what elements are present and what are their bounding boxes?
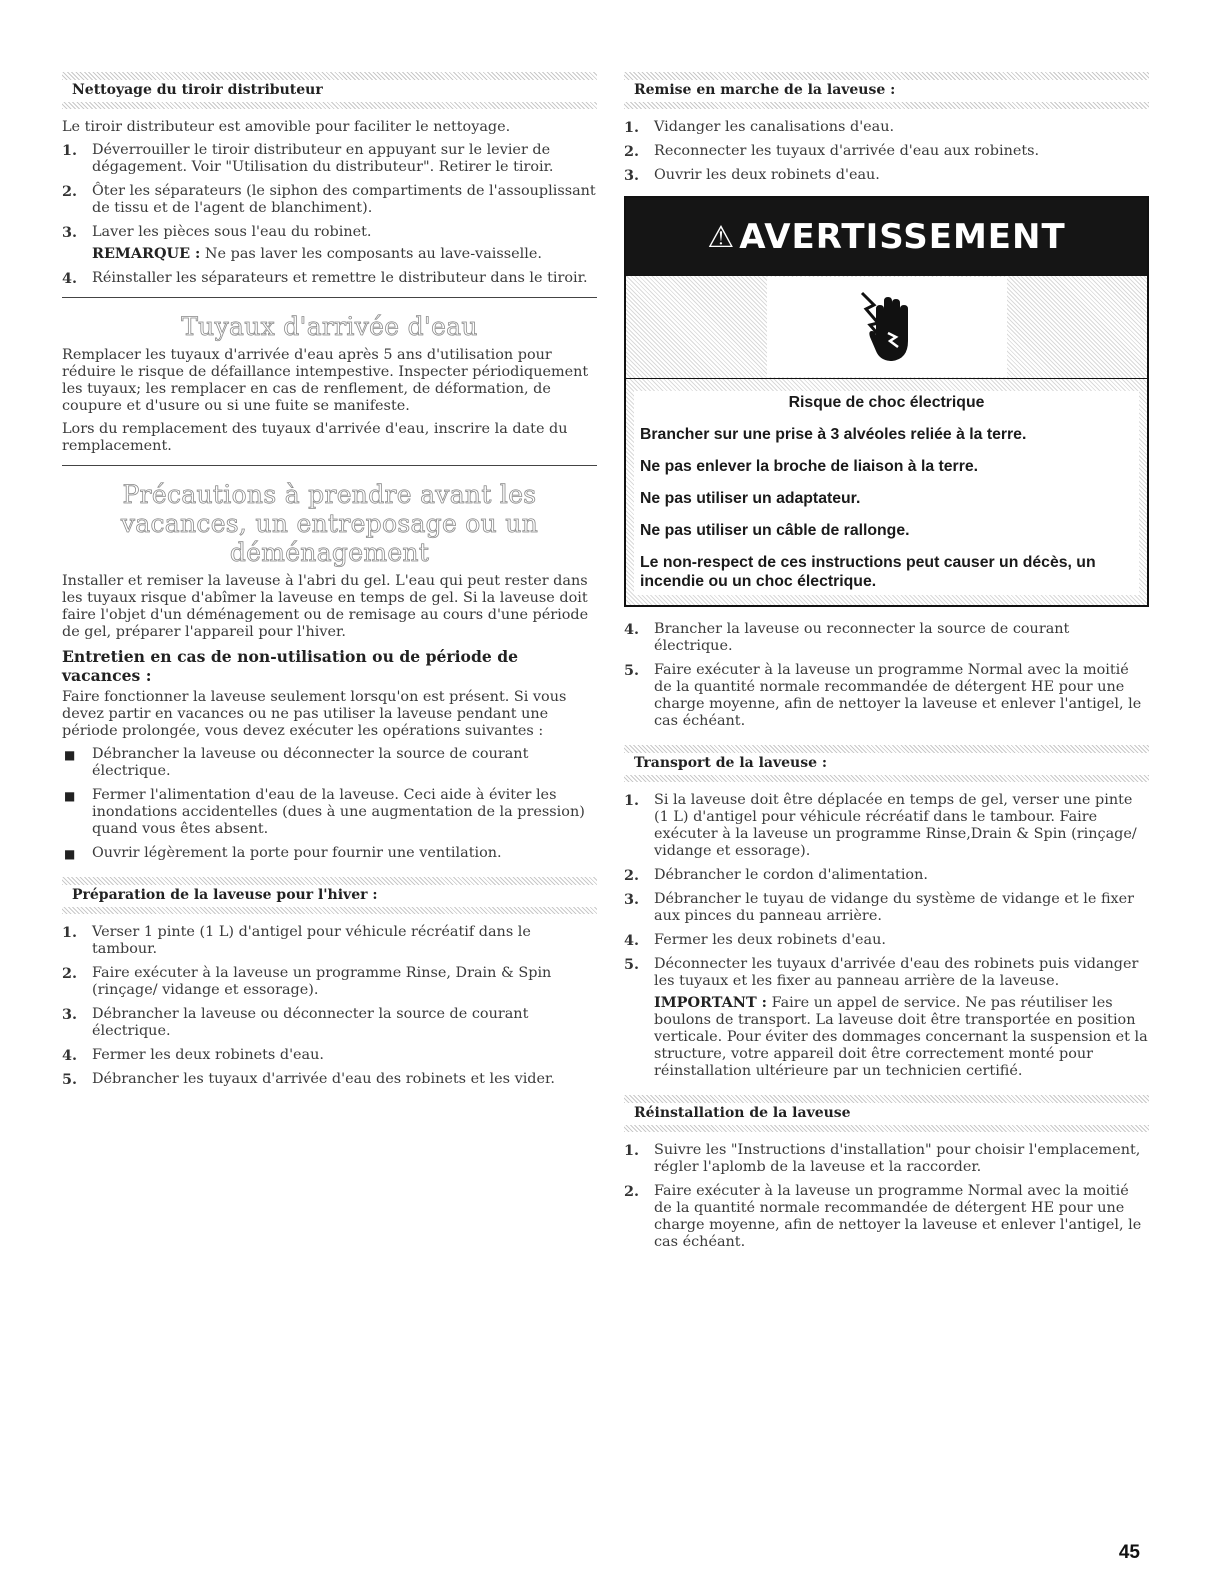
subhead-band bbox=[624, 72, 1149, 80]
non-use-subheading: Entretien en cas de non-utilisation ou de période de vacances : bbox=[62, 647, 519, 685]
list-item bbox=[62, 224, 597, 263]
step-text: Ôter les séparateurs (le siphon des compartiments de l'assouplissant de tissu et de l'agent de blanchiment). bbox=[92, 183, 596, 216]
square-bullet-icon: ■ bbox=[64, 847, 76, 861]
note bbox=[92, 245, 597, 263]
warning-line: Brancher sur une prise à 3 alvéoles reliée à la terre. bbox=[640, 426, 1027, 443]
warning-icon-zone bbox=[626, 276, 1147, 379]
step-number: 5. bbox=[62, 1071, 78, 1088]
section-divider bbox=[62, 297, 597, 298]
step-number: 4. bbox=[62, 270, 78, 287]
left-column bbox=[62, 72, 597, 1095]
restart-steps bbox=[624, 119, 1149, 184]
bullet-text: Fermer l'alimentation d'eau de la laveuse. Ceci aide à éviter les inondations accidentelles (dues à une augmentation de la pression) quand vous êtes absent. bbox=[92, 787, 585, 837]
step-text: Débrancher la laveuse ou déconnecter la source de courant électrique. bbox=[92, 1006, 529, 1039]
bullet-text: Ouvrir légèrement la porte pour fournir une ventilation. bbox=[92, 845, 502, 861]
list-item bbox=[624, 143, 1149, 160]
list-item bbox=[62, 845, 597, 862]
step-text: Faire exécuter à la laveuse un programme Normal avec la moitié de la quantité normale recommandée de détergent HE pour une charge moyenne, afin de nettoyer la laveuse et enlever l'antigel, le cas échéant. bbox=[654, 662, 1142, 729]
step-number: 4. bbox=[624, 932, 640, 949]
list-item bbox=[62, 965, 597, 999]
square-bullet-icon: ■ bbox=[64, 748, 76, 762]
warning-title: AVERTISSEMENT bbox=[739, 217, 1066, 257]
list-item bbox=[624, 792, 1149, 860]
list-item bbox=[624, 167, 1149, 184]
dispenser-intro: Le tiroir distributeur est amovible pour faciliter le nettoyage. bbox=[62, 119, 511, 135]
step-text: Débrancher le tuyau de vidange du système de vidange et le fixer aux pinces du panneau arrière. bbox=[654, 891, 1135, 924]
right-column bbox=[624, 72, 1149, 1258]
subhead-band bbox=[624, 775, 1149, 782]
list-item bbox=[624, 867, 1149, 884]
page-number: 45 bbox=[1118, 1542, 1140, 1563]
step-number: 2. bbox=[62, 183, 78, 200]
warning-text-zone bbox=[626, 379, 1147, 605]
winterize-steps bbox=[62, 924, 597, 1088]
step-number: 5. bbox=[624, 662, 640, 679]
step-number: 3. bbox=[62, 224, 78, 241]
subhead-band bbox=[62, 907, 597, 914]
subhead-band bbox=[624, 1095, 1149, 1103]
list-item bbox=[62, 1071, 597, 1088]
subhead-band bbox=[62, 102, 597, 109]
warning-line: Ne pas enlever la broche de liaison à la terre. bbox=[640, 458, 979, 475]
reinstall-steps bbox=[624, 1142, 1149, 1251]
note bbox=[654, 994, 1149, 1080]
icon-frame bbox=[767, 277, 1007, 377]
restart-steps-continued bbox=[624, 621, 1149, 730]
step-number: 4. bbox=[624, 621, 640, 638]
step-number: 2. bbox=[624, 143, 640, 160]
list-item bbox=[624, 1183, 1149, 1251]
step-text: Suivre les "Instructions d'installation" pour choisir l'emplacement, régler l'aplomb de la laveuse et la raccorder. bbox=[654, 1142, 1141, 1175]
step-text: Ouvrir les deux robinets d'eau. bbox=[654, 167, 880, 183]
transport-steps bbox=[624, 792, 1149, 1080]
transport-heading: Transport de la laveuse : bbox=[634, 755, 828, 771]
hoses-section-title: Tuyaux d'arrivée d'eau bbox=[181, 312, 478, 341]
step-text: Déconnecter les tuyaux d'arrivée d'eau des robinets puis vidanger les tuyaux et les fixer au panneau arrière de la laveuse. bbox=[654, 956, 1139, 989]
step-number: 4. bbox=[62, 1047, 78, 1064]
step-number: 2. bbox=[624, 1183, 640, 1200]
subhead-band bbox=[624, 745, 1149, 753]
step-number: 1. bbox=[624, 792, 640, 809]
warning-box bbox=[624, 196, 1149, 607]
list-item bbox=[62, 787, 597, 838]
list-item bbox=[624, 621, 1149, 655]
warning-triangle-icon: ⚠ bbox=[707, 219, 736, 255]
step-number: 3. bbox=[624, 167, 640, 184]
list-item bbox=[62, 924, 597, 958]
bullet-text: Débrancher la laveuse ou déconnecter la source de courant électrique. bbox=[92, 746, 529, 779]
step-text: Déverrouiller le tiroir distributeur en appuyant sur le levier de dégagement. Voir "Utilisation du distributeur". Retirer le tiroir. bbox=[92, 142, 554, 175]
list-item bbox=[624, 119, 1149, 136]
list-item bbox=[62, 183, 597, 217]
hoses-paragraph-1: Remplacer les tuyaux d'arrivée d'eau après 5 ans d'utilisation pour réduire le risque de défaillance intempestive. Inspecter périodiquement les tuyaux; les remplacer en cas de renflement, de déformation, de coupure et d'usure ou si une fuite se manifeste. bbox=[62, 347, 589, 414]
warning-risk-title: Risque de choc électrique bbox=[788, 394, 985, 411]
step-text: Réinstaller les séparateurs et remettre le distributeur dans le tiroir. bbox=[92, 270, 588, 286]
step-number: 5. bbox=[624, 956, 640, 973]
step-number: 3. bbox=[624, 891, 640, 908]
step-number: 1. bbox=[62, 142, 78, 159]
square-bullet-icon: ■ bbox=[64, 789, 76, 803]
step-text: Brancher la laveuse ou reconnecter la source de courant électrique. bbox=[654, 621, 1070, 654]
subhead-band bbox=[624, 102, 1149, 109]
step-text: Faire exécuter à la laveuse un programme Normal avec la moitié de la quantité normale recommandée de détergent HE pour une charge moyenne, afin de nettoyer la laveuse et enlever l'antigel, le cas échéant. bbox=[654, 1183, 1142, 1250]
vacation-paragraph-2: Faire fonctionner la laveuse seulement lorsqu'on est présent. Si vous devez partir en vacances ou ne pas utiliser la laveuse pendant une période prolongée, vous devez exécuter les opérations suivantes : bbox=[62, 689, 567, 739]
subhead-band bbox=[624, 1125, 1149, 1132]
step-number: 1. bbox=[624, 119, 640, 136]
reinstall-heading: Réinstallation de la laveuse bbox=[634, 1105, 851, 1121]
list-item bbox=[624, 932, 1149, 949]
step-text: Débrancher le cordon d'alimentation. bbox=[654, 867, 928, 883]
step-number: 3. bbox=[62, 1006, 78, 1023]
step-text: Fermer les deux robinets d'eau. bbox=[92, 1047, 324, 1063]
subhead-band bbox=[62, 877, 597, 885]
section-divider bbox=[62, 465, 597, 466]
note-label: REMARQUE : bbox=[92, 245, 201, 262]
step-text: Si la laveuse doit être déplacée en temps de gel, verser une pinte (1 L) d'antigel pour véhicule récréatif dans le tambour. Faire exécuter à la laveuse un programme Rinse,Drain & Spin (rinçage/ vidange et essorage). bbox=[654, 792, 1137, 859]
step-text: Laver les pièces sous l'eau du robinet. bbox=[92, 224, 372, 240]
step-text: Débrancher les tuyaux d'arrivée d'eau des robinets et les vider. bbox=[92, 1071, 555, 1087]
warning-header bbox=[626, 198, 1147, 276]
warning-line: Ne pas utiliser un câble de rallonge. bbox=[640, 522, 910, 539]
step-number: 2. bbox=[624, 867, 640, 884]
list-item bbox=[624, 1142, 1149, 1176]
list-item bbox=[62, 270, 597, 287]
step-text: Reconnecter les tuyaux d'arrivée d'eau aux robinets. bbox=[654, 143, 1040, 159]
winterize-heading: Préparation de la laveuse pour l'hiver : bbox=[72, 887, 378, 903]
step-number: 2. bbox=[62, 965, 78, 982]
warning-line: Le non-respect de ces instructions peut causer un décès, un incendie ou un choc électrique. bbox=[640, 554, 1096, 590]
step-number: 1. bbox=[62, 924, 78, 941]
warning-messages bbox=[634, 391, 1139, 595]
note-label: IMPORTANT : bbox=[654, 994, 767, 1011]
dispenser-steps bbox=[62, 142, 597, 287]
step-text: Faire exécuter à la laveuse un programme Rinse, Drain & Spin (rinçage/ vidange et essorage). bbox=[92, 965, 552, 998]
list-item bbox=[62, 746, 597, 780]
hoses-paragraph-2: Lors du remplacement des tuyaux d'arrivée d'eau, inscrire la date du remplacement. bbox=[62, 421, 568, 454]
step-text: Fermer les deux robinets d'eau. bbox=[654, 932, 886, 948]
list-item bbox=[62, 1006, 597, 1040]
dispenser-cleaning-heading: Nettoyage du tiroir distributeur bbox=[72, 82, 323, 98]
vacation-section-title: Précautions à prendre avant les vacances, un entreposage ou un déménagement bbox=[120, 480, 539, 567]
step-number: 1. bbox=[624, 1142, 640, 1159]
list-item bbox=[62, 142, 597, 176]
restart-heading: Remise en marche de la laveuse : bbox=[634, 82, 896, 98]
electric-shock-hand-icon bbox=[852, 287, 922, 367]
list-item bbox=[624, 891, 1149, 925]
list-item bbox=[624, 956, 1149, 1080]
note-text: Ne pas laver les composants au lave-vaisselle. bbox=[200, 246, 542, 262]
step-text: Verser 1 pinte (1 L) d'antigel pour véhicule récréatif dans le tambour. bbox=[92, 924, 531, 957]
note-text: Faire un appel de service. Ne pas réutiliser les boulons de transport. La laveuse doit être transportée en position verticale. Pour éviter des dommages concernant la suspension et la structure, votre appareil doit être correctement monté pour réinstallation ultérieure par un technicien certifié. bbox=[654, 995, 1148, 1079]
vacation-paragraph-1: Installer et remiser la laveuse à l'abri du gel. L'eau qui peut rester dans les tuyaux risque d'abîmer la laveuse en temps de gel. Si la laveuse doit faire l'objet d'un déménagement ou de remisage au cours d'une période de gel, préparer l'appareil pour l'hiver. bbox=[62, 573, 589, 640]
step-text: Vidanger les canalisations d'eau. bbox=[654, 119, 895, 135]
subhead-band bbox=[62, 72, 597, 80]
list-item bbox=[62, 1047, 597, 1064]
vacation-bullets bbox=[62, 746, 597, 862]
list-item bbox=[624, 662, 1149, 730]
warning-line: Ne pas utiliser un adaptateur. bbox=[640, 490, 861, 507]
